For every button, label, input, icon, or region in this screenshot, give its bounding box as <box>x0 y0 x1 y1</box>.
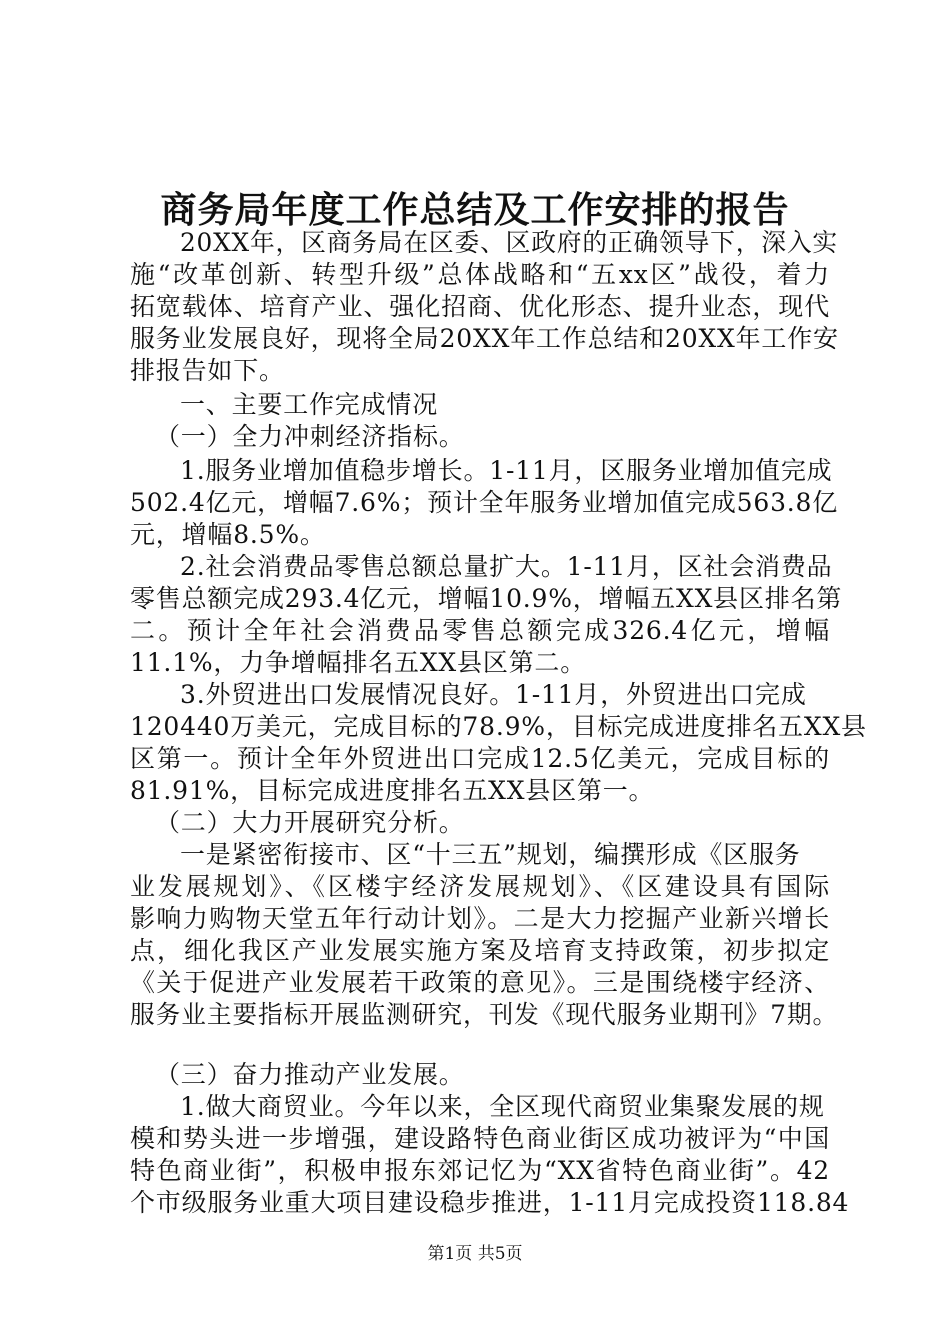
page-number-footer: 第1页 共5页 <box>427 1244 523 1264</box>
paragraph-line: 11.1%，力争增幅排名五XX县区第二。 <box>130 648 587 677</box>
paragraph-line: 点，细化我区产业发展实施方案及培育支持政策，初步拟定 <box>130 936 830 965</box>
subsection-heading: （二）大力开展研究分析。 <box>155 808 465 837</box>
paragraph-line: 特色商业街”，积极申报东郊记忆为“XX省特色商业街”。42 <box>130 1156 830 1185</box>
subsection-heading: （三）奋力推动产业发展。 <box>155 1060 465 1089</box>
paragraph-line: 3.外贸进出口发展情况良好。1-11月，外贸进出口完成 <box>180 680 807 709</box>
paragraph-line: 2.社会消费品零售总额总量扩大。1-11月，区社会消费品 <box>180 552 833 581</box>
paragraph-line: 《关于促进产业发展若干政策的意见》。三是围绕楼宇经济、 <box>130 968 830 997</box>
paragraph-line: 81.91%，目标完成进度排名五XX县区第一。 <box>130 776 655 805</box>
subsection-heading: （一）全力冲刺经济指标。 <box>155 422 465 451</box>
paragraph-line: 元，增幅8.5%。 <box>130 520 326 549</box>
paragraph-line: 区第一。预计全年外贸进出口完成12.5亿美元，完成目标的 <box>130 744 830 773</box>
paragraph-line: 服务业主要指标开展监测研究，刊发《现代服务业期刊》7期。 <box>130 1000 838 1029</box>
paragraph-line: 一是紧密衔接市、区“十三五”规划，编撰形成《区服务 <box>180 840 801 869</box>
paragraph-line: 拓宽载体、培育产业、强化招商、优化形态、提升业态，现代 <box>130 292 830 321</box>
paragraph-line: 502.4亿元，增幅7.6%；预计全年服务业增加值完成563.8亿 <box>130 488 839 517</box>
paragraph-line: 业发展规划》、《区楼宇经济发展规划》、《区建设具有国际 <box>130 872 830 901</box>
paragraph-line: 个市级服务业重大项目建设稳步推进，1-11月完成投资118.84 <box>130 1188 850 1217</box>
paragraph-line: 零售总额完成293.4亿元，增幅10.9%，增幅五XX县区排名第 <box>130 584 843 613</box>
paragraph-line: 1.做大商贸业。今年以来，全区现代商贸业集聚发展的规 <box>180 1092 825 1121</box>
paragraph-line: 施“改革创新、转型升级”总体战略和“五xx区”战役，着力 <box>130 260 830 289</box>
paragraph-line: 模和势头进一步增强，建设路特色商业街区成功被评为“中国 <box>130 1124 830 1153</box>
paragraph-line: 20XX年，区商务局在区委、区政府的正确领导下，深入实 <box>180 228 838 257</box>
paragraph-line: 1.服务业增加值稳步增长。1-11月，区服务业增加值完成 <box>180 456 833 485</box>
paragraph-line: 排报告如下。 <box>130 356 285 385</box>
paragraph-line: 120440万美元，完成目标的78.9%，目标完成进度排名五XX县 <box>130 712 867 741</box>
paragraph-line: 二。预计全年社会消费品零售总额完成326.4亿元，增幅 <box>130 616 830 645</box>
section-heading: 一、主要工作完成情况 <box>180 390 439 419</box>
paragraph-line: 服务业发展良好，现将全局20XX年工作总结和20XX年工作安 <box>130 324 839 353</box>
paragraph-line: 影响力购物天堂五年行动计划》。二是大力挖掘产业新兴增长 <box>130 904 830 933</box>
document-title: 商务局年度工作总结及工作安排的报告 <box>160 189 790 231</box>
